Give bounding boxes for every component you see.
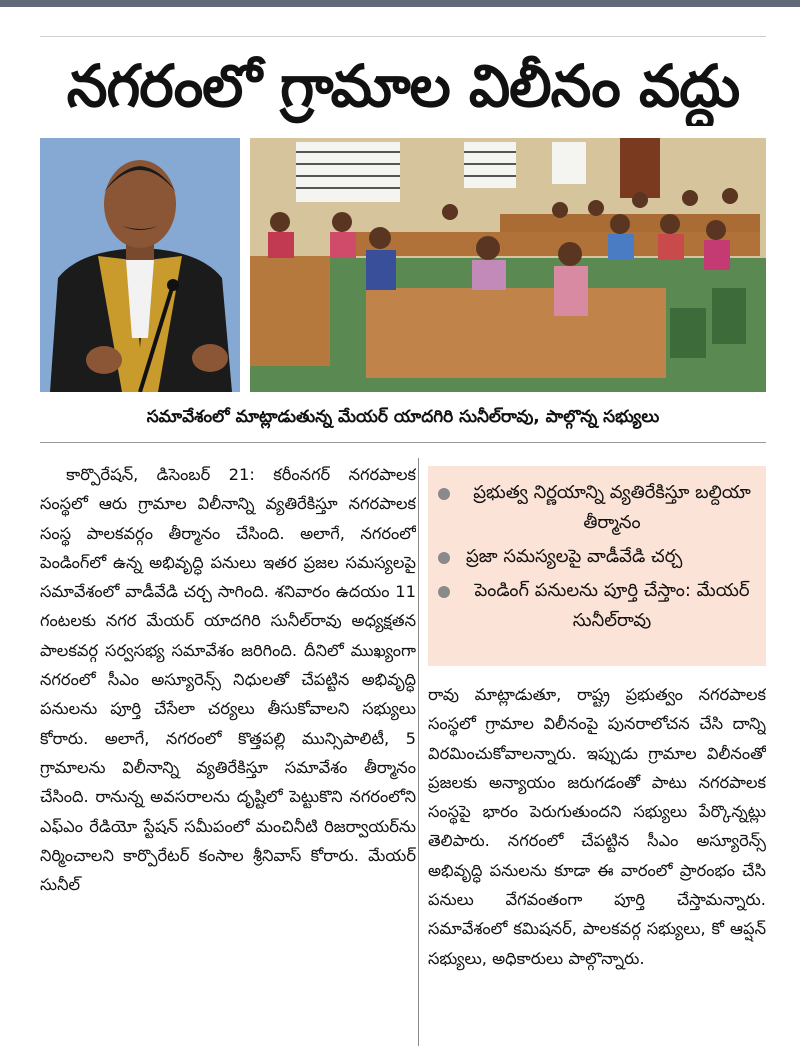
photo-caption: సమావేశంలో మాట్లాడుతున్న మేయర్ యాదగిరి సునీల్‌రావు, పాల్గొన్న సభ్యులు (146, 407, 660, 427)
highlights-box (428, 466, 766, 666)
bullet-icon (438, 552, 450, 564)
highlight-item (438, 542, 758, 572)
highlight-text: ప్రజా సమస్యలపై వాడీవేడి చర్చ (466, 546, 683, 567)
article-body-right: రావు మాట్లాడుతూ, రాష్ట్ర ప్రభుత్వం నగరపాలక సంస్థలో గ్రామాల విలీనంపై పునరాలోచన చేసి దాన్ని విరమించుకోవాలన్నారు. ఇప్పుడు గ్రామాల విలీనంతో ప్రజలకు అన్యాయం జరుగడంతో పాటు నగరపాలక సంస్థపై భారం పెరుగుతుందని సభ్యులు పేర్కొన్నట్లు తెలిపారు. నగరంలో చేపట్టిన సీఎం అస్యూరెన్స్ అభివృద్ధి పనులను కూడా ఈ వారంలో ప్రారంభం చేసి పనులు వేగవంతంగా పూర్తి చేస్తామన్నారు. సమావేశంలో కమిషనర్, పాలకవర్గ సభ్యులు, కో ఆప్షన్ సభ్యులు, అధికారులు పాల్గొన్నారు. (428, 685, 766, 968)
mayor-photo (40, 138, 240, 392)
article-column-right (428, 680, 766, 1040)
highlight-text: పెండింగ్ పనులను పూర్తి చేస్తాం: మేయర్ సునీల్‌రావు (474, 580, 750, 631)
top-rule (40, 36, 766, 37)
highlight-item (438, 576, 758, 636)
top-bar (0, 0, 800, 7)
headline: నగరంలో గ్రామాల విలీనం వద్దు (66, 52, 740, 120)
article-column-left (40, 460, 416, 1040)
caption-rule (40, 442, 766, 443)
column-divider (418, 458, 419, 1046)
highlight-item (438, 478, 758, 538)
bullet-icon (438, 488, 450, 500)
highlight-text: ప్రభుత్వ నిర్ణయాన్ని వ్యతిరేకిస్తూ బల్దియా తీర్మానం (473, 482, 751, 533)
bullet-icon (438, 586, 450, 598)
council-hall-photo (250, 138, 766, 392)
article-body-left: కార్పొరేషన్, డిసెంబర్ 21: కరీంనగర్ నగరపాలక సంస్థలో ఆరు గ్రామాల విలీనాన్ని వ్యతిరేకిస్తూ నగరపాలక సంస్థ పాలకవర్గం తీర్మానం చేసింది. అలాగే, నగరంలో పెండింగ్‌లో ఉన్న అభివృద్ధి పనులు ఇతర ప్రజల సమస్యలపై సమావేశంలో వాడీవేడి చర్చ సాగింది. శనివారం ఉదయం 11 గంటలకు నగర మేయర్ యాదగిరి సునీల్‌రావు అధ్యక్షతన పాలకవర్గ సర్వసభ్య సమావేశం జరిగింది. దీనిలో ముఖ్యంగా నగరంలో సీఎం అస్యూరెన్స్ నిధులతో చేపట్టిన అభివృద్ధి పనులను పూర్తి చేసేలా చర్యలు తీసుకోవాలని సభ్యులు కోరారు. అలాగే, నగరంలో కొత్తపల్లి మున్సిపాలిటీ, 5 గ్రామాలను విలీనాన్ని వ్యతిరేకిస్తూ సమావేశం తీర్మానం చేసింది. రానున్న అవసరాలను దృష్టిలో పెట్టుకొని నగరంలోని ఎఫ్ఎం రేడియో స్టేషన్ సమీపంలో మంచినీటి రిజర్వాయర్‌ను నిర్మించాలని కార్పొరేటర్ కంసాల శ్రీనివాస్ కోరారు. మేయర్ సునీల్ (40, 465, 416, 895)
